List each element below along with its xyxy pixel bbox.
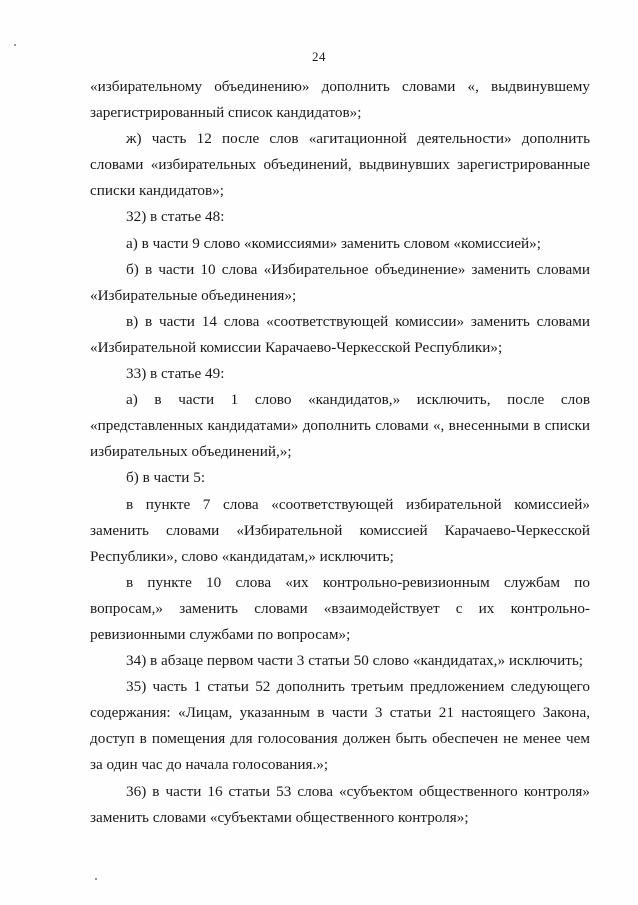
paragraph: в пункте 10 слова «их контрольно-ревизионным службам по вопросам,» заменить словами «взаимодействует с их контрольно-ревизионными службами по вопросам»;	[90, 573, 590, 643]
paragraph: 36) в части 16 статьи 53 слова «субъектом общественного контроля» заменить словами «субъектами общественного контроля»;	[90, 782, 590, 826]
paragraph: б) в части 10 слова «Избирательное объединение» заменить словами «Избирательные объединения»;	[90, 260, 590, 304]
paragraph: а) в части 9 слово «комиссиями» заменить словом «комиссией»;	[126, 234, 541, 252]
paragraph: б) в части 5:	[126, 469, 206, 487]
paragraph: в) в части 14 слова «соответствующей комиссии» заменить словами «Избирательной комиссии Карачаево-Черкесской Республики»;	[90, 312, 590, 356]
paragraph: в пункте 7 слова «соответствующей избирательной комиссией» заменить словами «Избирательной комиссией Карачаево-Черкесской Республики», слово «кандидатам,» исключить;	[90, 495, 590, 565]
scan-speck	[14, 44, 16, 46]
paragraph: «избирательному объединению» дополнить словами «, выдвинувшему зарегистрированный список кандидатов»;	[90, 78, 590, 122]
paragraph: ж) часть 12 после слов «агитационной деятельности» дополнить словами «избирательных объединений, выдвинувших зарегистрированные списки кандидатов»;	[90, 130, 590, 200]
paragraph: 33) в статье 49:	[126, 365, 225, 383]
page-number: 24	[312, 49, 326, 64]
paragraph: 34) в абзаце первом части 3 статьи 50 слово «кандидатах,» исключить;	[126, 652, 583, 670]
paragraph: 35) часть 1 статьи 52 дополнить третьим предложением следующего содержания: «Лицам, указанным в части 3 статьи 21 настоящего Закона, доступ в помещения для голосования должен быть обеспечен не менее чем за один час до начала голосования.»;	[90, 678, 590, 774]
document-body	[90, 74, 590, 831]
paragraph: а) в части 1 слово «кандидатов,» исключить, после слов «представленных кандидатами» дополнить словами «, внесенными в списки избирательных объединений,»;	[90, 391, 590, 461]
scan-speck	[95, 878, 97, 880]
paragraph: 32) в статье 48:	[126, 208, 225, 226]
